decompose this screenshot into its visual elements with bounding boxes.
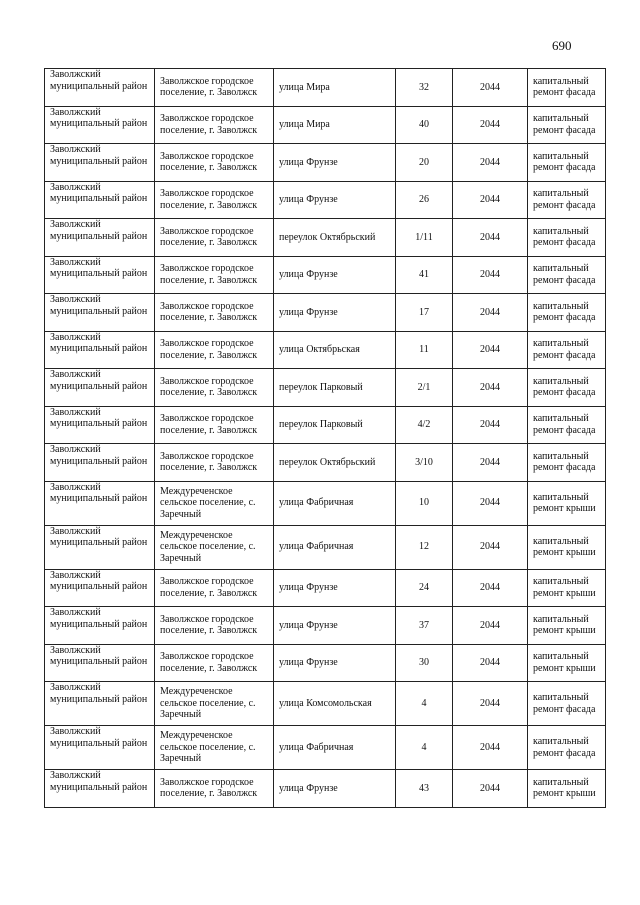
cell-work-type: капитальный ремонт фасада: [528, 144, 606, 182]
cell-year: 2044: [453, 69, 528, 107]
cell-street: улица Фабричная: [274, 525, 396, 569]
cell-work-type: капитальный ремонт фасада: [528, 682, 606, 726]
cell-house-number: 1/11: [396, 219, 453, 257]
cell-house-number: 3/10: [396, 444, 453, 482]
cell-settlement: Заволжское городское поселение, г. Заволжск: [155, 331, 274, 369]
cell-house-number: 10: [396, 481, 453, 525]
cell-house-number: 4: [396, 682, 453, 726]
table-row: [45, 607, 606, 645]
cell-district: Заволжский муниципальный район: [45, 607, 155, 645]
cell-street: улица Мира: [274, 69, 396, 107]
cell-settlement: Междуреченское сельское поселение, с. Заречный: [155, 525, 274, 569]
table-row: [45, 644, 606, 682]
cell-district: Заволжский муниципальный район: [45, 569, 155, 607]
cell-street: улица Фрунзе: [274, 770, 396, 808]
cell-year: 2044: [453, 444, 528, 482]
cell-work-type: капитальный ремонт фасада: [528, 219, 606, 257]
cell-work-type: капитальный ремонт крыши: [528, 644, 606, 682]
cell-work-type: капитальный ремонт крыши: [528, 525, 606, 569]
cell-house-number: 41: [396, 256, 453, 294]
cell-year: 2044: [453, 682, 528, 726]
cell-house-number: 12: [396, 525, 453, 569]
cell-district: Заволжский муниципальный район: [45, 256, 155, 294]
table-row: [45, 369, 606, 407]
cell-street: улица Фрунзе: [274, 607, 396, 645]
cell-year: 2044: [453, 726, 528, 770]
cell-house-number: 17: [396, 294, 453, 332]
table-row: [45, 181, 606, 219]
cell-year: 2044: [453, 644, 528, 682]
page-number: 690: [552, 38, 572, 53]
cell-district: Заволжский муниципальный район: [45, 726, 155, 770]
cell-settlement: Заволжское городское поселение, г. Заволжск: [155, 106, 274, 144]
cell-settlement: Заволжское городское поселение, г. Заволжск: [155, 569, 274, 607]
cell-settlement: Заволжское городское поселение, г. Заволжск: [155, 607, 274, 645]
cell-settlement: Заволжское городское поселение, г. Заволжск: [155, 256, 274, 294]
table-row: [45, 69, 606, 107]
cell-settlement: Заволжское городское поселение, г. Заволжск: [155, 444, 274, 482]
table-row: [45, 444, 606, 482]
cell-house-number: 40: [396, 106, 453, 144]
table-row: [45, 525, 606, 569]
cell-district: Заволжский муниципальный район: [45, 406, 155, 444]
cell-district: Заволжский муниципальный район: [45, 294, 155, 332]
cell-street: улица Фрунзе: [274, 144, 396, 182]
cell-year: 2044: [453, 369, 528, 407]
cell-district: Заволжский муниципальный район: [45, 144, 155, 182]
cell-settlement: Заволжское городское поселение, г. Заволжск: [155, 369, 274, 407]
cell-house-number: 2/1: [396, 369, 453, 407]
cell-street: переулок Парковый: [274, 369, 396, 407]
cell-year: 2044: [453, 406, 528, 444]
cell-district: Заволжский муниципальный район: [45, 444, 155, 482]
cell-district: Заволжский муниципальный район: [45, 644, 155, 682]
cell-house-number: 20: [396, 144, 453, 182]
cell-work-type: капитальный ремонт фасада: [528, 69, 606, 107]
cell-work-type: капитальный ремонт фасада: [528, 331, 606, 369]
cell-street: улица Фабричная: [274, 726, 396, 770]
cell-street: улица Фрунзе: [274, 256, 396, 294]
cell-work-type: капитальный ремонт фасада: [528, 256, 606, 294]
cell-year: 2044: [453, 770, 528, 808]
cell-street: улица Мира: [274, 106, 396, 144]
cell-year: 2044: [453, 144, 528, 182]
cell-district: Заволжский муниципальный район: [45, 481, 155, 525]
repair-schedule-table: [44, 68, 606, 808]
cell-year: 2044: [453, 525, 528, 569]
cell-house-number: 30: [396, 644, 453, 682]
cell-house-number: 4/2: [396, 406, 453, 444]
cell-year: 2044: [453, 481, 528, 525]
cell-district: Заволжский муниципальный район: [45, 106, 155, 144]
cell-district: Заволжский муниципальный район: [45, 331, 155, 369]
cell-work-type: капитальный ремонт фасада: [528, 181, 606, 219]
cell-street: улица Фрунзе: [274, 644, 396, 682]
cell-year: 2044: [453, 219, 528, 257]
cell-settlement: Заволжское городское поселение, г. Заволжск: [155, 644, 274, 682]
cell-district: Заволжский муниципальный район: [45, 181, 155, 219]
cell-settlement: Заволжское городское поселение, г. Заволжск: [155, 294, 274, 332]
table-row: [45, 569, 606, 607]
cell-work-type: капитальный ремонт фасада: [528, 106, 606, 144]
cell-year: 2044: [453, 106, 528, 144]
cell-house-number: 26: [396, 181, 453, 219]
cell-work-type: капитальный ремонт фасада: [528, 294, 606, 332]
cell-street: улица Фрунзе: [274, 569, 396, 607]
cell-settlement: Междуреченское сельское поселение, с. Заречный: [155, 726, 274, 770]
cell-work-type: капитальный ремонт крыши: [528, 569, 606, 607]
cell-district: Заволжский муниципальный район: [45, 682, 155, 726]
cell-house-number: 11: [396, 331, 453, 369]
table-row: [45, 726, 606, 770]
cell-street: улица Фрунзе: [274, 294, 396, 332]
cell-year: 2044: [453, 569, 528, 607]
cell-district: Заволжский муниципальный район: [45, 369, 155, 407]
cell-work-type: капитальный ремонт фасада: [528, 406, 606, 444]
table-row: [45, 144, 606, 182]
cell-settlement: Заволжское городское поселение, г. Заволжск: [155, 144, 274, 182]
cell-street: переулок Октябрьский: [274, 444, 396, 482]
table-row: [45, 219, 606, 257]
table-row: [45, 481, 606, 525]
table-row: [45, 256, 606, 294]
cell-district: Заволжский муниципальный район: [45, 770, 155, 808]
cell-year: 2044: [453, 331, 528, 369]
cell-year: 2044: [453, 294, 528, 332]
cell-street: улица Октябрьская: [274, 331, 396, 369]
cell-settlement: Заволжское городское поселение, г. Заволжск: [155, 219, 274, 257]
cell-house-number: 24: [396, 569, 453, 607]
cell-house-number: 32: [396, 69, 453, 107]
cell-street: переулок Октябрьский: [274, 219, 396, 257]
cell-work-type: капитальный ремонт фасада: [528, 369, 606, 407]
cell-settlement: Междуреченское сельское поселение, с. Заречный: [155, 481, 274, 525]
table-row: [45, 106, 606, 144]
cell-work-type: капитальный ремонт крыши: [528, 770, 606, 808]
table-row: [45, 770, 606, 808]
cell-house-number: 37: [396, 607, 453, 645]
cell-district: Заволжский муниципальный район: [45, 69, 155, 107]
cell-year: 2044: [453, 181, 528, 219]
cell-year: 2044: [453, 607, 528, 645]
cell-house-number: 4: [396, 726, 453, 770]
cell-work-type: капитальный ремонт крыши: [528, 607, 606, 645]
cell-street: улица Фабричная: [274, 481, 396, 525]
table-row: [45, 294, 606, 332]
cell-settlement: Междуреченское сельское поселение, с. Заречный: [155, 682, 274, 726]
cell-street: переулок Парковый: [274, 406, 396, 444]
cell-work-type: капитальный ремонт фасада: [528, 726, 606, 770]
cell-district: Заволжский муниципальный район: [45, 525, 155, 569]
cell-settlement: Заволжское городское поселение, г. Заволжск: [155, 69, 274, 107]
cell-settlement: Заволжское городское поселение, г. Заволжск: [155, 181, 274, 219]
cell-work-type: капитальный ремонт фасада: [528, 444, 606, 482]
cell-settlement: Заволжское городское поселение, г. Заволжск: [155, 406, 274, 444]
cell-house-number: 43: [396, 770, 453, 808]
cell-street: улица Фрунзе: [274, 181, 396, 219]
cell-street: улица Комсомольская: [274, 682, 396, 726]
cell-settlement: Заволжское городское поселение, г. Заволжск: [155, 770, 274, 808]
table-row: [45, 331, 606, 369]
cell-work-type: капитальный ремонт крыши: [528, 481, 606, 525]
cell-year: 2044: [453, 256, 528, 294]
table-row: [45, 682, 606, 726]
table-row: [45, 406, 606, 444]
cell-district: Заволжский муниципальный район: [45, 219, 155, 257]
